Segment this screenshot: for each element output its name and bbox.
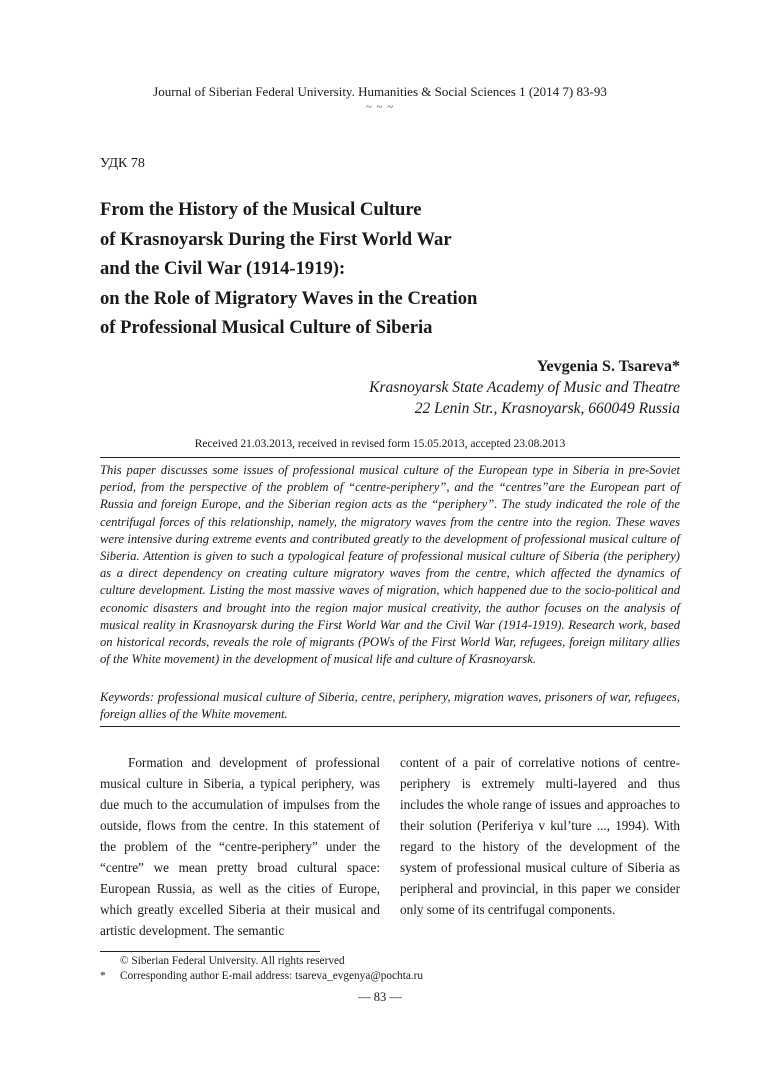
journal-header: Journal of Siberian Federal University. Humanities & Social Sciences 1 (2014 7) 83-93 bbox=[153, 84, 607, 99]
footnotes bbox=[100, 954, 680, 984]
title-line: of Krasnoyarsk During the First World War bbox=[100, 228, 452, 250]
article-title bbox=[100, 195, 680, 343]
author-block bbox=[369, 356, 680, 419]
author-name: Yevgenia S. Tsareva* bbox=[536, 358, 680, 375]
received-dates: Received 21.03.2013, received in revised form 15.05.2013, accepted 23.08.2013 bbox=[194, 438, 566, 450]
keywords: Keywords: professional musical culture of Siberia, centre, periphery, migration waves, prisoners of war, refugees, foreign allies of the White movement. bbox=[100, 690, 680, 722]
keywords-bottom-rule bbox=[100, 726, 680, 727]
title-line: of Professional Musical Culture of Siberia bbox=[100, 317, 433, 338]
page-number: — 83 — bbox=[358, 990, 402, 1004]
corresponding-email: Corresponding author E-mail address: tsareva_evgenya@pochta.ru bbox=[120, 970, 424, 982]
header-ornament: ~ ~ ~ bbox=[365, 101, 395, 113]
body-column-left: Formation and development of professional musical culture in Siberia, a typical periphery, was due much to the accumulation of impulses from the outside, flows from the centre. In this statement of the problem of the “centre-periphery” under the “centre” we mean pretty broad cultural space: European Russia, as well as the cities of Europe, which greatly excelled Siberia at their musical and artistic development. The semantic bbox=[100, 755, 380, 938]
abstract-top-rule bbox=[100, 457, 680, 458]
copyright-footnote: © Siberian Federal University. All rights reserved bbox=[120, 955, 345, 967]
udk-code: УДК 78 bbox=[100, 156, 145, 171]
title-line: on the Role of Migratory Waves in the Creation bbox=[100, 287, 478, 309]
author-address: 22 Lenin Str., Krasnoyarsk, 660049 Russia bbox=[414, 399, 680, 417]
abstract: This paper discusses some issues of professional musical culture of the European type in Siberia in pre-Soviet period, from the perspective of the problem of “centre-periphery”, and the “centres”are the European part of Russia and foreign Europe, and the Siberian region acts as the “periphery”. The study indicated the role of the centrifugal forces of this relationship, namely, the migratory waves from the centre into the region. These waves were intensive during extreme events and contributed greatly to the development of professional musical culture of Siberia. Attention is given to such a typological feature of professional musical culture of Siberia (the periphery) as a direct dependency on creating culture migratory waves from the centre, which affected the dynamics of culture development. Listing the most massive waves of migration, which happened due to the socio-political and economic disasters and brought into the region major musical creativity, the author focuses on the analysis of musical reality in Krasnoyarsk during the First World War and the Civil War (1914-1919). Research work, based on historical records, reveals the role of migrants (POWs of the First World War, refugees, foreign military allies of the White movement) in the development of musical life and culture of Krasnoyarsk. bbox=[100, 463, 680, 667]
title-line: From the History of the Musical Culture bbox=[100, 199, 422, 220]
title-line: and the Civil War (1914-1919): bbox=[100, 258, 346, 279]
body-column-right: content of a pair of correlative notions of centre-periphery is extremely multi-layered and thus includes the whole range of issues and approaches to their solution (Periferiya v kul’ture ..., 1994). With regard to the history of the development of the system of professional musical culture of Siberia as peripheral and provincial, in this paper we consider only some of its centrifugal components. bbox=[400, 755, 680, 917]
footnote-mark: * bbox=[100, 970, 106, 982]
footnote-rule bbox=[100, 951, 320, 952]
author-affiliation: Krasnoyarsk State Academy of Music and Theatre bbox=[369, 379, 680, 396]
corresponding-footnote bbox=[100, 969, 680, 984]
